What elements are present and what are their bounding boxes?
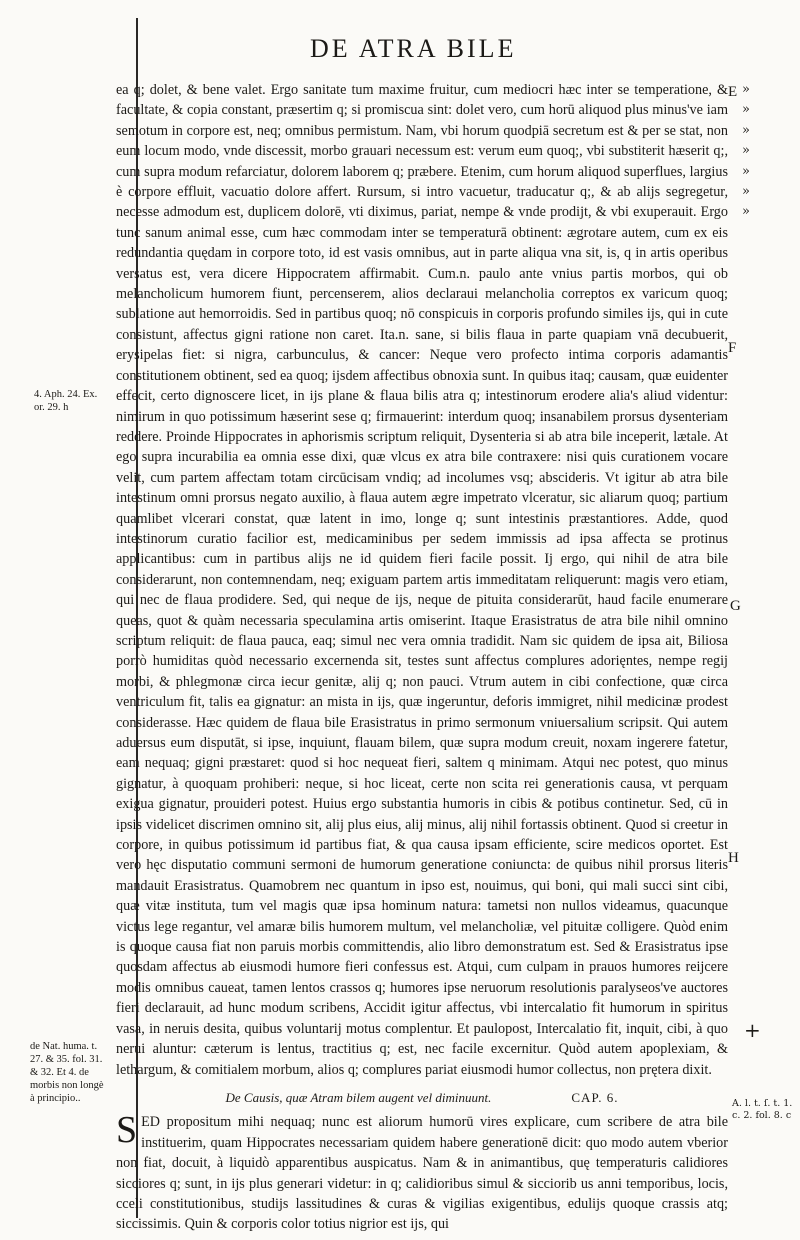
quote-mark: »: [742, 82, 750, 97]
margin-note-nat-huma: de Nat. huma. t. 27. & 35. fol. 31. & 32. Et 4. de morbis non longè à principio..: [30, 1041, 104, 1104]
main-paragraph: ea q; dolet, & bene valet. Ergo sanitate tum maxime fruitur, cum mediocri hæc inter se temperatione, & facultate, & copia constant, præsertim q; si promiscua sint: dolet vero, cum horū aliquod plus minus've iam semotum in corpore est, neq; omnibus permistum. Nam, vbi horum quodpiā secretum est & per se stat, non eum locum modo, vnde discessit, morbo grauari necessum est: verum eum quoq;, vbi substiterit hæserit q;, cum supra modum refarciatur, dolorem laborem q; præbere. Etenim, cum horum aliquod superflues, largius è corpore effluit, vacuatio dolore affert. Rursum, si intro vacuetur, traducatur q;, & ab alijs segregetur, necesse admodum est, duplicem dolorē, vti diximus, pariat, nempe & vnde prodijt, & vbi exuperauit. Ergo tunc sanum animal esse, cum hæc commodam inter se temperaturā obtinent: ægrotare autem, cum ex eis redundantia quędam in corpore toto, id est vasis omnibus, aut in parte aliqua vna sit, is, q in artis operibus versatus est, vera dicere Hippocratem affirmabit. Cum.n. paulo ante vnius partis morbos, qui ob melancholicum humorem fiunt, percenserem, alios declaraui melancholia correptos ex varicum quoq; sublatione aut hemorroidis. Sed in partibus quoq; nō conspicuis in corporis profundo similes ijs, qui in cute consistunt, affectus gigni ratione non caret. Ita.n. sane, si bilis flaua in parte quapiam vnā decubuerit, erysipelas fiet: si nigra, carbunculus, & cancer: Neque vero profecto intima corporis adamantis constitutionem obtinent, sed ea quoq; ijsdem affectibus obnoxia sunt. In quibus itaq; causam, quæ euidenter effecit, certo dignoscere licet, in ijs plane & flaua bilis atra q; intestinorum erodere alia's aliud videntur: nimirum in quo potissimum hæserint sese q; firmauerint: interdum quoq; insanabilem prorsus dysenteriam reddere. Proinde Hippocrates in aphorismis scriptum reliquit, Dysenteria si ab atra bile inceperit, lætale. At ego supra incurabilia ea omnia esse dixi, quæ vlcus ex atra bile contraxere: nisi quis curationem vocare velit, cum partem affectam totam circūcisam vndiq; ad incolumes vsq; abscideris. Vt igitur ab atra bile intestinum omni prorsus negato auxilio, à flaua autem ægre impetrato vlceratur, sic aliarum quoq; partium quamlibet vlcerari constat, quæ latent in imo, longe q; sunt intestinis præstantiores. Adde, quod intestinorum curatio facilior est, medicaminibus per sedem immissis ad ipsa affecta se protinus applicantibus: cum in partibus alijs ne id quidem fieri facile possit. Ij ergo, qui nihil de atra bile considerarunt, non contemnendam, neq; exiguam partem artis immeditatam reliquerunt: magis vero etiam, qui nec de flaua prodidere. Sed, qui neque de ijs, neque de pituita considerarūt, haud facile enumerare queas, quot & quàm necessaria speculamina artis omiserint. Itaque Erasistratus de atra bile nihil omnino scriptum reliquit: de flaua pauca, eaq; simul nec vera omnia tradidit. Nam sic quidem de ipsa ait, Biliosa porrò humiditas quòd necessario excernenda sit, testes sunt affectus complures adorięntes, nempe regij morbi, & phlegmonæ circa iecur genitæ, alij q; non pauci. Vtrum autem in cibi confectione, quæ circa ventriculum fit, talis ea gignatur: an mista in ijs, quæ ingeruntur, deforis immigret, nihil medicinæ prodest considerasse. Hæc quidem de flaua bile Erasistratus in primo sermonum vniuersalium scripsit. Qui autem aduersus eum disputāt, si ipse, inquiunt, flauam bilem, quæ supra modum creuit, noxam ingerere fatetur, eam nequaq; gigni præstaret: quod si hoc nequeat fieri, saltem q minimam. Atqui nec potest, quo minus gignatur, à quoquam prohiberi: neque, si hoc liceat, certe non scita rei generationis causa, vt perquam exigua gignatur, prouideri potest. Huius ergo substantia humoris in cibis & potibus continetur. Sed, cū in ipsis videlicet discrimen omnino sit, alij plus eius, alij minus, alij nihil fortassis obtinent. Quod si creetur in corpore, in quibus potissimum id partibus fiat, & qua causa ipsam efficiente, scire medicos oportet. Est vero hęc disputatio communi sermoni de humorum generatione coniuncta: de quibus nihil prorsus literis mandauit Erasistratus. Quamobrem nec quantum in ipso est, nouimus, qui boni, qui mali succi sint cibi, quæ vitæ instituta, tum vel magis quæ ipsa hominum natura: tametsi non nullos videamus, quacunque victus lege regantur, vel amaræ bilis humorem multum, vel melancholiæ, vel pituitæ colligere. Quòd enim is quoque causa fiat non paruis morbis committendis, alio libro demonstratum est. Sed & Erasistratus ipse quosdam affectus ab eiusmodi humore fieri confessus est. Atqui, cum culpam in prauos humores reijcere modis omnibus caueat, tamen lentos crassos q; humores ipse neruorum resolutionis paralyseos've auctores fieri declarauit, ad hunc modum scribens, Accidit igitur affectus, vbi intercalatio fit humorum in spiritus vasa, in neruis desita, quibus voluntarij motus complentur. Et paulopost, Intercalatio fit, inquit, cibi, à quo nerui aluntur: cæterum is lentus, tractitius q; est, nec facile excernitur. Quòd autem apoplexiam, & lethargum, & comitialem morbum, alios q; complures pariat eiusmodi humor collectus, non prętera dixit.: [116, 82, 728, 1078]
second-paragraph-text: ED propositum mihi nequaq; nunc est aliorum humorū vires explicare, cum scribere de atra bile instituerim, quam Hippocrates necessariam quidem habere generationē dicit: quo modo autem vberior non fiat, docuit, à liquidò apparentibus auspicatus. Nam & in animantibus, quę temperaturis calidiores sicciores q; sunt, in ijs plus generari videtur: in q; calidioribus simul & sicciorib us anni temporibus, locis, cceli constitutionibus, studijs lassitudines & curas & vigilias exigentibus, edulijs quoque crassis atq; siccissimis. Quin & corporis color totius nigrior est ijs, qui: [116, 1114, 728, 1233]
main-text-block: [116, 80, 728, 1235]
plus-mark: +: [744, 1018, 761, 1042]
running-head: DE ATRA BILE: [310, 34, 517, 63]
quote-mark: »: [742, 143, 750, 159]
quotation-marks-column: [742, 80, 772, 223]
margin-letter-h: H: [728, 850, 739, 866]
chapter-number: CAP. 6.: [571, 1089, 619, 1105]
second-paragraph: [116, 1109, 728, 1234]
quote-mark: »: [742, 204, 750, 220]
margin-note-aphorism: 4. Aph. 24. Ex. or. 29. h: [34, 389, 98, 413]
right-side-note: A. l. t. ſ. t. 1. c. 2. fol. 8. c: [732, 1098, 793, 1121]
quote-mark: »: [742, 163, 750, 179]
chapter-heading: [116, 1088, 728, 1108]
chapter-title: De Causis, quæ Atram bilem augent vel diminuunt.: [225, 1089, 492, 1105]
quote-mark: »: [742, 122, 750, 138]
margin-letter-f: F: [728, 340, 737, 356]
margin-letter-g: G: [730, 598, 741, 614]
margin-letter-e: E: [728, 84, 738, 100]
drop-cap: S: [116, 1109, 138, 1152]
quote-mark: »: [742, 184, 750, 200]
quote-mark: »: [742, 102, 750, 118]
